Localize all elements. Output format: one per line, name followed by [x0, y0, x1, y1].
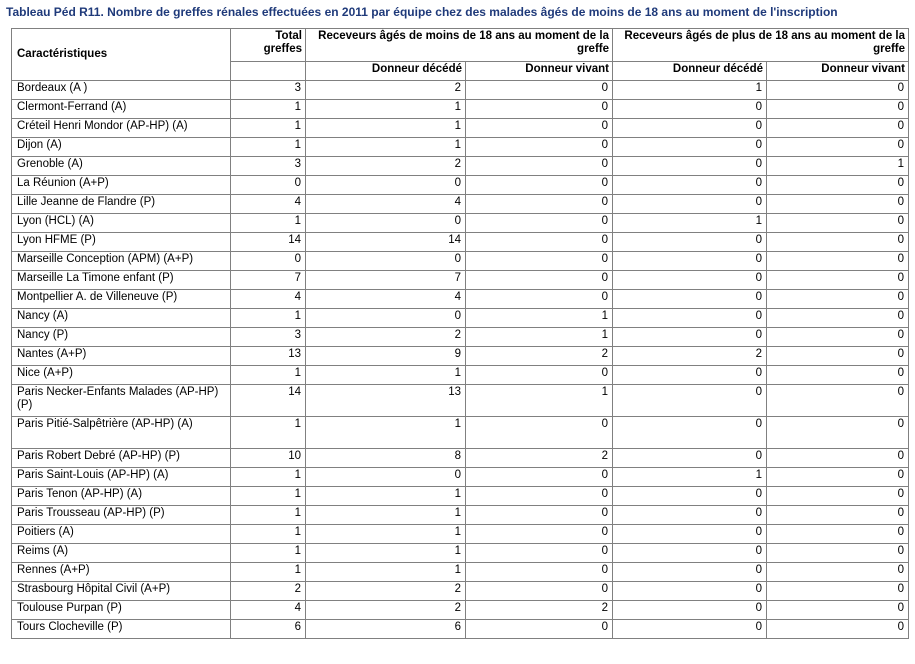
table-row: [12, 290, 909, 309]
cell-total: 0: [231, 176, 306, 195]
header-under18-living: Donneur vivant: [466, 62, 613, 81]
cell-under18-deceased: 1: [306, 119, 466, 138]
header-total-empty: [231, 62, 306, 81]
cell-over18-deceased: 0: [613, 449, 767, 468]
cell-total: 13: [231, 347, 306, 366]
cell-under18-living: 0: [466, 544, 613, 563]
table-row: [12, 385, 909, 417]
cell-over18-deceased: 0: [613, 417, 767, 449]
cell-total: 1: [231, 366, 306, 385]
cell-total: 2: [231, 582, 306, 601]
cell-total: 1: [231, 309, 306, 328]
cell-over18-deceased: 0: [613, 176, 767, 195]
cell-over18-deceased: 1: [613, 214, 767, 233]
cell-over18-living: 0: [767, 417, 909, 449]
table-row: [12, 563, 909, 582]
cell-over18-living: 0: [767, 582, 909, 601]
cell-under18-living: 0: [466, 468, 613, 487]
table-row: [12, 366, 909, 385]
cell-over18-living: 0: [767, 563, 909, 582]
header-group-under-18: Receveurs âgés de moins de 18 ans au moment de la greffe: [306, 29, 613, 62]
cell-over18-living: 0: [767, 506, 909, 525]
cell-under18-deceased: 13: [306, 385, 466, 417]
header-group-over-18: Receveurs âgés de plus de 18 ans au moment de la greffe: [613, 29, 909, 62]
cell-team-name: Dijon (A): [12, 138, 231, 157]
table-row: [12, 582, 909, 601]
cell-under18-deceased: 0: [306, 214, 466, 233]
cell-team-name: Strasbourg Hôpital Civil (A+P): [12, 582, 231, 601]
cell-over18-deceased: 0: [613, 366, 767, 385]
cell-over18-deceased: 0: [613, 309, 767, 328]
cell-over18-deceased: 2: [613, 347, 767, 366]
cell-total: 1: [231, 138, 306, 157]
cell-under18-living: 1: [466, 328, 613, 347]
cell-over18-deceased: 0: [613, 290, 767, 309]
cell-under18-living: 0: [466, 214, 613, 233]
cell-over18-living: 0: [767, 449, 909, 468]
cell-over18-deceased: 0: [613, 252, 767, 271]
cell-total: 3: [231, 328, 306, 347]
cell-team-name: Clermont-Ferrand (A): [12, 100, 231, 119]
header-total: Total greffes: [231, 29, 306, 62]
cell-under18-deceased: 7: [306, 271, 466, 290]
cell-over18-living: 0: [767, 252, 909, 271]
cell-under18-living: 0: [466, 563, 613, 582]
cell-team-name: La Réunion (A+P): [12, 176, 231, 195]
table-row: [12, 100, 909, 119]
cell-over18-living: 0: [767, 385, 909, 417]
cell-team-name: Paris Saint-Louis (AP-HP) (A): [12, 468, 231, 487]
cell-over18-living: 0: [767, 195, 909, 214]
cell-total: 14: [231, 385, 306, 417]
cell-over18-deceased: 0: [613, 233, 767, 252]
cell-team-name: Lyon HFME (P): [12, 233, 231, 252]
cell-over18-living: 0: [767, 544, 909, 563]
cell-total: 4: [231, 601, 306, 620]
cell-under18-deceased: 1: [306, 525, 466, 544]
cell-total: 3: [231, 157, 306, 176]
cell-total: 6: [231, 620, 306, 639]
cell-under18-living: 0: [466, 487, 613, 506]
grafts-table: [11, 28, 909, 639]
cell-over18-deceased: 1: [613, 468, 767, 487]
table-row: [12, 81, 909, 100]
cell-team-name: Nancy (A): [12, 309, 231, 328]
cell-over18-deceased: 0: [613, 620, 767, 639]
cell-total: 1: [231, 119, 306, 138]
table-row: [12, 417, 909, 449]
cell-over18-living: 0: [767, 119, 909, 138]
cell-over18-living: 0: [767, 620, 909, 639]
cell-under18-living: 0: [466, 417, 613, 449]
cell-total: 1: [231, 214, 306, 233]
table-row: [12, 233, 909, 252]
cell-over18-deceased: 1: [613, 81, 767, 100]
cell-total: 1: [231, 506, 306, 525]
cell-team-name: Bordeaux (A ): [12, 81, 231, 100]
table-row: [12, 468, 909, 487]
cell-team-name: Paris Trousseau (AP-HP) (P): [12, 506, 231, 525]
table-row: [12, 271, 909, 290]
cell-under18-living: 0: [466, 138, 613, 157]
cell-under18-living: 2: [466, 601, 613, 620]
cell-under18-deceased: 0: [306, 309, 466, 328]
cell-over18-living: 0: [767, 271, 909, 290]
header-characteristics: Caractéristiques: [12, 29, 231, 81]
cell-team-name: Poitiers (A): [12, 525, 231, 544]
cell-under18-living: 0: [466, 366, 613, 385]
cell-total: 1: [231, 544, 306, 563]
cell-under18-deceased: 6: [306, 620, 466, 639]
cell-total: 1: [231, 100, 306, 119]
table-row: [12, 506, 909, 525]
cell-under18-deceased: 1: [306, 506, 466, 525]
cell-team-name: Rennes (A+P): [12, 563, 231, 582]
cell-over18-living: 0: [767, 309, 909, 328]
table-row: [12, 176, 909, 195]
cell-under18-living: 0: [466, 525, 613, 544]
table-row: [12, 525, 909, 544]
cell-under18-deceased: 8: [306, 449, 466, 468]
cell-total: 1: [231, 487, 306, 506]
cell-under18-living: 0: [466, 81, 613, 100]
cell-under18-deceased: 14: [306, 233, 466, 252]
cell-under18-deceased: 1: [306, 487, 466, 506]
cell-under18-living: 1: [466, 309, 613, 328]
cell-under18-deceased: 4: [306, 195, 466, 214]
cell-over18-deceased: 0: [613, 506, 767, 525]
table-row: [12, 449, 909, 468]
cell-total: 4: [231, 195, 306, 214]
cell-under18-living: 0: [466, 252, 613, 271]
cell-over18-deceased: 0: [613, 157, 767, 176]
table-row: [12, 487, 909, 506]
cell-under18-living: 0: [466, 620, 613, 639]
cell-under18-deceased: 0: [306, 252, 466, 271]
cell-over18-deceased: 0: [613, 385, 767, 417]
cell-total: 14: [231, 233, 306, 252]
cell-over18-living: 0: [767, 100, 909, 119]
cell-under18-deceased: 1: [306, 417, 466, 449]
table-row: [12, 328, 909, 347]
cell-total: 1: [231, 525, 306, 544]
cell-over18-deceased: 0: [613, 138, 767, 157]
cell-over18-living: 0: [767, 366, 909, 385]
cell-under18-living: 0: [466, 195, 613, 214]
cell-under18-living: 0: [466, 506, 613, 525]
cell-total: 1: [231, 563, 306, 582]
cell-under18-deceased: 2: [306, 601, 466, 620]
cell-under18-living: 0: [466, 100, 613, 119]
header-over18-deceased: Donneur décédé: [613, 62, 767, 81]
cell-under18-deceased: 9: [306, 347, 466, 366]
cell-over18-living: 0: [767, 176, 909, 195]
cell-team-name: Tours Clocheville (P): [12, 620, 231, 639]
table-row: [12, 157, 909, 176]
cell-over18-living: 0: [767, 290, 909, 309]
table-row: [12, 620, 909, 639]
cell-under18-deceased: 1: [306, 100, 466, 119]
cell-team-name: Montpellier A. de Villeneuve (P): [12, 290, 231, 309]
cell-over18-living: 0: [767, 468, 909, 487]
cell-under18-living: 0: [466, 157, 613, 176]
table-row: [12, 309, 909, 328]
cell-team-name: Lille Jeanne de Flandre (P): [12, 195, 231, 214]
cell-under18-living: 0: [466, 119, 613, 138]
cell-total: 0: [231, 252, 306, 271]
cell-team-name: Créteil Henri Mondor (AP-HP) (A): [12, 119, 231, 138]
cell-over18-living: 0: [767, 81, 909, 100]
cell-under18-deceased: 1: [306, 366, 466, 385]
cell-under18-living: 0: [466, 271, 613, 290]
cell-under18-living: 2: [466, 347, 613, 366]
cell-team-name: Paris Robert Debré (AP-HP) (P): [12, 449, 231, 468]
table-row: [12, 347, 909, 366]
cell-over18-deceased: 0: [613, 271, 767, 290]
cell-under18-living: 0: [466, 290, 613, 309]
header-under18-deceased: Donneur décédé: [306, 62, 466, 81]
cell-over18-living: 0: [767, 525, 909, 544]
cell-over18-deceased: 0: [613, 195, 767, 214]
table-body: [12, 81, 909, 639]
cell-team-name: Paris Necker-Enfants Malades (AP-HP) (P): [12, 385, 231, 417]
cell-over18-deceased: 0: [613, 328, 767, 347]
cell-team-name: Nantes (A+P): [12, 347, 231, 366]
cell-total: 1: [231, 468, 306, 487]
cell-team-name: Toulouse Purpan (P): [12, 601, 231, 620]
table-row: [12, 544, 909, 563]
table-caption: Tableau Péd R11. Nombre de greffes rénales effectuées en 2011 par équipe chez des malades âgés de moins de 18 ans au moment de l'inscription: [6, 5, 838, 19]
cell-under18-living: 0: [466, 582, 613, 601]
cell-team-name: Lyon (HCL) (A): [12, 214, 231, 233]
cell-over18-deceased: 0: [613, 487, 767, 506]
table-row: [12, 195, 909, 214]
cell-over18-deceased: 0: [613, 601, 767, 620]
table-row: [12, 119, 909, 138]
cell-under18-deceased: 4: [306, 290, 466, 309]
cell-team-name: Nice (A+P): [12, 366, 231, 385]
cell-team-name: Marseille Conception (APM) (A+P): [12, 252, 231, 271]
table-row: [12, 252, 909, 271]
cell-under18-living: 1: [466, 385, 613, 417]
cell-total: 10: [231, 449, 306, 468]
cell-team-name: Nancy (P): [12, 328, 231, 347]
cell-under18-deceased: 1: [306, 544, 466, 563]
cell-under18-living: 0: [466, 176, 613, 195]
cell-total: 1: [231, 417, 306, 449]
cell-team-name: Grenoble (A): [12, 157, 231, 176]
cell-under18-deceased: 2: [306, 582, 466, 601]
cell-over18-living: 0: [767, 214, 909, 233]
cell-under18-deceased: 1: [306, 563, 466, 582]
table-row: [12, 601, 909, 620]
cell-under18-deceased: 2: [306, 157, 466, 176]
cell-team-name: Marseille La Timone enfant (P): [12, 271, 231, 290]
cell-over18-deceased: 0: [613, 544, 767, 563]
cell-under18-deceased: 2: [306, 328, 466, 347]
cell-team-name: Paris Pitié-Salpêtrière (AP-HP) (A): [12, 417, 231, 449]
cell-under18-living: 0: [466, 233, 613, 252]
cell-over18-living: 0: [767, 601, 909, 620]
cell-total: 3: [231, 81, 306, 100]
table-row: [12, 138, 909, 157]
cell-over18-living: 0: [767, 328, 909, 347]
cell-over18-deceased: 0: [613, 525, 767, 544]
cell-under18-deceased: 2: [306, 81, 466, 100]
cell-total: 4: [231, 290, 306, 309]
cell-under18-deceased: 1: [306, 138, 466, 157]
header-over18-living: Donneur vivant: [767, 62, 909, 81]
cell-over18-deceased: 0: [613, 119, 767, 138]
cell-under18-living: 2: [466, 449, 613, 468]
cell-over18-living: 0: [767, 138, 909, 157]
cell-over18-living: 0: [767, 347, 909, 366]
cell-over18-deceased: 0: [613, 100, 767, 119]
cell-over18-living: 1: [767, 157, 909, 176]
cell-over18-living: 0: [767, 233, 909, 252]
cell-over18-deceased: 0: [613, 563, 767, 582]
cell-under18-deceased: 0: [306, 468, 466, 487]
table-row: [12, 214, 909, 233]
cell-under18-deceased: 0: [306, 176, 466, 195]
cell-over18-deceased: 0: [613, 582, 767, 601]
cell-total: 7: [231, 271, 306, 290]
cell-team-name: Paris Tenon (AP-HP) (A): [12, 487, 231, 506]
cell-over18-living: 0: [767, 487, 909, 506]
cell-team-name: Reims (A): [12, 544, 231, 563]
